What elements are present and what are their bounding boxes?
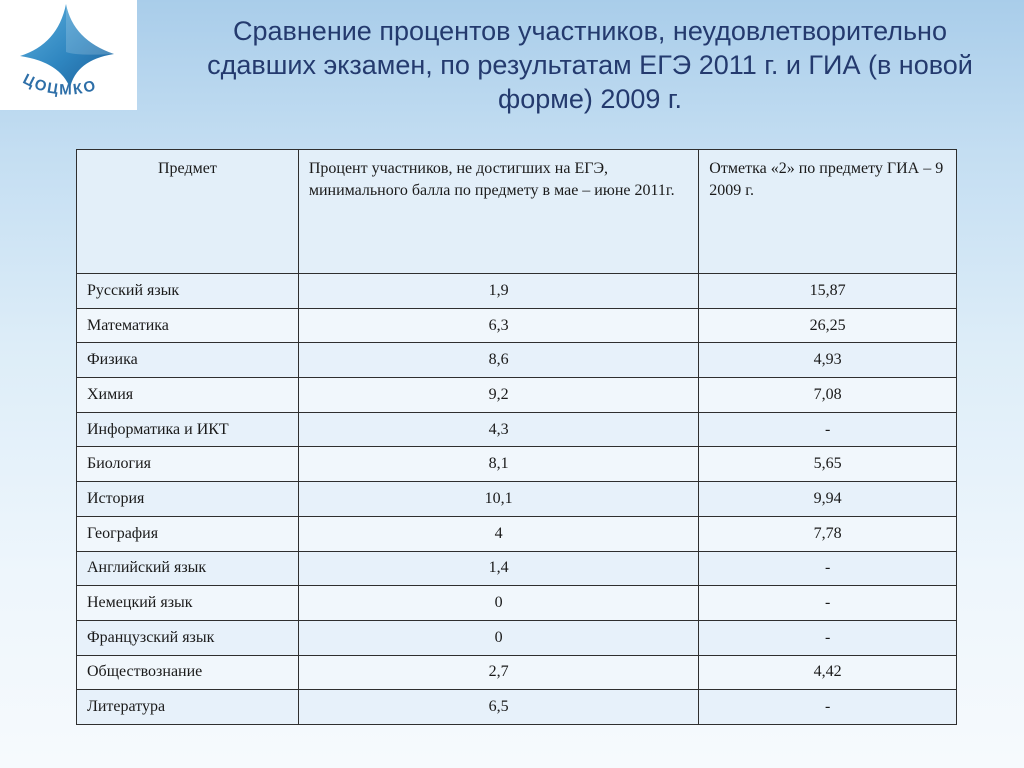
table-row [77,482,957,517]
subject-cell: Обществознание [77,655,299,690]
table-row [77,655,957,690]
gia-cell: 4,93 [699,343,957,378]
gia-cell: 15,87 [699,274,957,309]
ege-cell: 8,6 [298,343,698,378]
table-row [77,551,957,586]
table-row [77,516,957,551]
gia-cell: - [699,551,957,586]
ege-cell: 9,2 [298,378,698,413]
ege-cell: 0 [298,586,698,621]
table-row [77,412,957,447]
ege-cell: 8,1 [298,447,698,482]
table-row [77,620,957,655]
gia-cell: - [699,412,957,447]
gia-cell: 7,78 [699,516,957,551]
table-header-row [77,150,957,274]
ege-cell: 1,9 [298,274,698,309]
table-row [77,343,957,378]
subject-cell: Немецкий язык [77,586,299,621]
gia-cell: - [699,620,957,655]
ege-cell: 6,5 [298,690,698,725]
subject-cell: Английский язык [77,551,299,586]
table-row [77,308,957,343]
header-subject: Предмет [77,150,299,274]
ege-cell: 4,3 [298,412,698,447]
gia-cell: - [699,690,957,725]
table-row [77,690,957,725]
table-row [77,378,957,413]
subject-cell: Математика [77,308,299,343]
table-row [77,274,957,309]
subject-cell: История [77,482,299,517]
ege-cell: 4 [298,516,698,551]
svg-text:ЦОЦМКО [20,71,99,99]
subject-cell: Химия [77,378,299,413]
results-table [76,149,957,725]
gia-cell: 26,25 [699,308,957,343]
subject-cell: Русский язык [77,274,299,309]
subject-cell: Биология [77,447,299,482]
organization-logo [0,0,137,110]
logo-text: ЦОЦМКО [20,70,100,99]
gia-cell: 5,65 [699,447,957,482]
star-logo-icon [0,0,137,110]
subject-cell: Физика [77,343,299,378]
header-gia-grade: Отметка «2» по предмету ГИА – 9 2009 г. [699,150,957,274]
ege-cell: 6,3 [298,308,698,343]
gia-cell: 7,08 [699,378,957,413]
subject-cell: Французский язык [77,620,299,655]
table-row [77,586,957,621]
subject-cell: Литература [77,690,299,725]
ege-cell: 1,4 [298,551,698,586]
subject-cell: География [77,516,299,551]
ege-cell: 10,1 [298,482,698,517]
header-ege-percent: Процент участников, не достигших на ЕГЭ, минимального балла по предмету в мае – июне 2011г. [298,150,698,274]
subject-cell: Информатика и ИКТ [77,412,299,447]
ege-cell: 2,7 [298,655,698,690]
gia-cell: 4,42 [699,655,957,690]
table-row [77,447,957,482]
slide-title: Сравнение процентов участников, неудовлетворительно сдавших экзамен, по результатам ЕГЭ 2011 г. и ГИА (в новой форме) 2009 г. [207,16,973,114]
gia-cell: - [699,586,957,621]
gia-cell: 9,94 [699,482,957,517]
ege-cell: 0 [298,620,698,655]
